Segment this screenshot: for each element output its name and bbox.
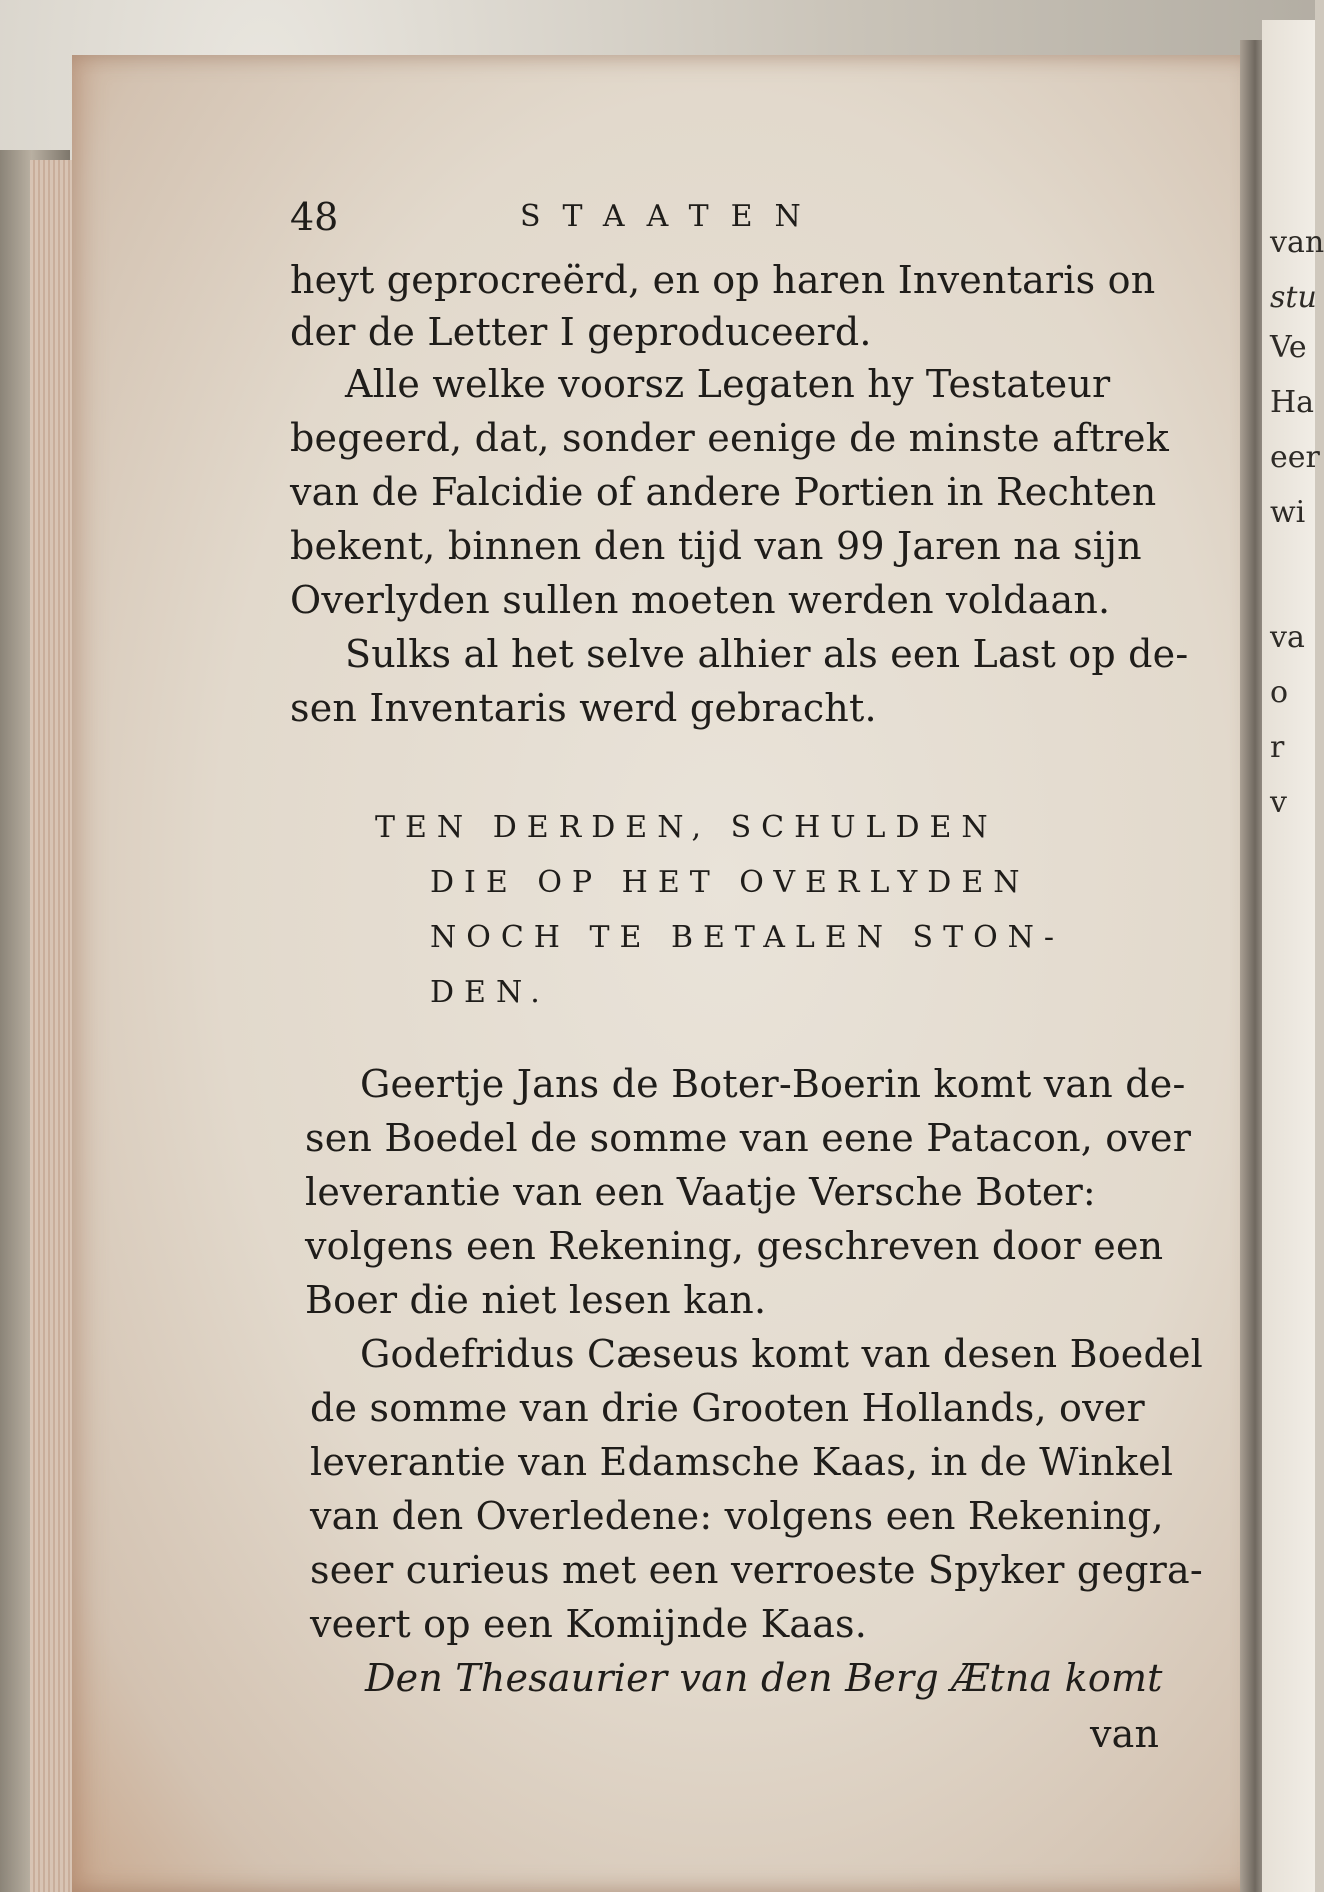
text-line: bekent, binnen den tijd van 99 Jaren na sijn — [290, 524, 1142, 568]
text-line: de somme van drie Grooten Hollands, over — [310, 1386, 1145, 1430]
text-line: leverantie van een Vaatje Versche Boter: — [305, 1170, 1096, 1214]
text-line: Boer die niet lesen kan. — [305, 1278, 767, 1322]
text-line: van de Falcidie of andere Portien in Rechten — [290, 470, 1157, 514]
facing-fragment: eer — [1270, 440, 1320, 475]
text-line: sen Inventaris werd gebracht. — [290, 686, 877, 730]
facing-fragment: v — [1270, 785, 1287, 820]
text-line: seer curieus met een verroeste Spyker gegra- — [310, 1548, 1203, 1592]
text-line: heyt geprocreërd, en op haren Inventaris on — [290, 258, 1156, 302]
facing-fragment: r — [1270, 730, 1285, 765]
facing-fragment: wi — [1270, 495, 1306, 530]
text-line: Alle welke voorsz Legaten hy Testateur — [345, 362, 1111, 406]
text-line: Overlyden sullen moeten werden voldaan. — [290, 578, 1111, 622]
page-number: 48 — [290, 195, 339, 239]
facing-fragment: Ve — [1270, 330, 1307, 365]
section-heading: NOCH TE BETALEN STON- — [430, 920, 1065, 955]
page-header — [290, 195, 1150, 245]
facing-fragment: va — [1270, 620, 1305, 655]
catchword: van — [1090, 1712, 1160, 1756]
text-line: der de Letter I geproduceerd. — [290, 310, 872, 354]
facing-fragment: o — [1270, 675, 1289, 710]
text-line: begeerd, dat, sonder eenige de minste aftrek — [290, 416, 1169, 460]
text-line: veert op een Komijnde Kaas. — [310, 1602, 868, 1646]
text-line: Geertje Jans de Boter-Boerin komt van de- — [360, 1062, 1186, 1106]
section-heading: TEN DERDEN, SCHULDEN — [375, 810, 998, 845]
facing-fragment: Ha — [1270, 385, 1315, 420]
text-line: van den Overledene: volgens een Rekening, — [310, 1494, 1164, 1538]
facing-fragment: van — [1270, 225, 1324, 260]
text-line: leverantie van Edamsche Kaas, in de Winkel — [310, 1440, 1174, 1484]
text-line: Godefridus Cæseus komt van desen Boedel — [360, 1332, 1204, 1376]
text-line: sen Boedel de somme van eene Patacon, over — [305, 1116, 1192, 1160]
text-line: Den Thesaurier van den Berg Ætna komt — [365, 1656, 1163, 1700]
section-heading: DEN. — [430, 975, 550, 1010]
facing-fragment: stu — [1270, 280, 1317, 315]
section-heading: DIE OP HET OVERLYDEN — [430, 865, 1030, 900]
text-line: Sulks al het selve alhier als een Last op de- — [345, 632, 1189, 676]
running-head: STAATEN — [520, 199, 823, 234]
text-line: volgens een Rekening, geschreven door een — [305, 1224, 1164, 1268]
